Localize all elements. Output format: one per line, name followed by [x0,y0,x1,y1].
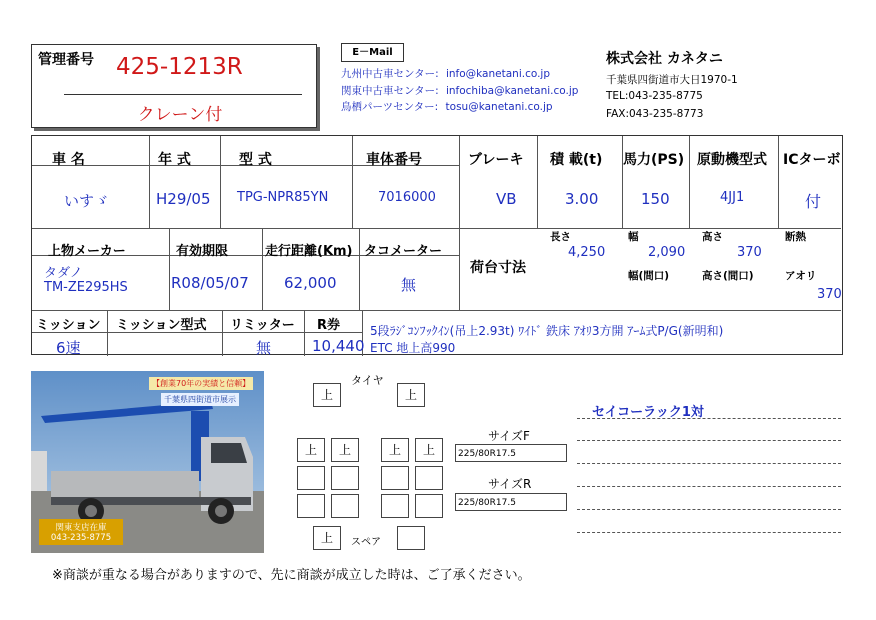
header-mission-model: ミッション型式 [116,318,207,333]
tire-empty [331,466,359,490]
value-load: 3.00 [565,190,599,208]
value-tacho: 無 [401,276,417,294]
center-name: 九州中古車センター: [341,68,439,80]
value-model: TPG-NPR85YN [237,190,329,205]
header-limiter: リミッター [230,318,295,333]
tire-rear-right-outer: 上 [415,438,443,462]
tire-front-right: 上 [397,383,425,407]
cargo-length-value: 4,250 [568,245,606,260]
center-email-link[interactable]: tosu@kanetani.co.jp [445,101,553,113]
email-header: E－Mail [341,43,404,62]
cargo-width-open-label: 幅(間口) [628,270,670,282]
tire-empty [331,494,359,518]
header-year: 年 式 [158,152,191,168]
tire-title: タイヤ [351,374,384,387]
spec-note-line: 5段ﾗｼﾞｺﾝﾌｯｸｲﾝ(吊上2.93t) ﾜｲﾄﾞ 鉄床 ｱｵﾘ3方開 ｱｰﾑ式P/G(新明和) [370,324,724,338]
value-engine: 4JJ1 [720,190,745,205]
footer-notice: ※商談が重なる場合がありますので、先に商談が成立した時は、ご了承ください。 [52,568,531,583]
photo-banner: 【創業70年の実績と信頼】 [149,377,253,390]
center-kanto [341,83,578,98]
photo-stock-phone: 043-235-8775 [50,533,112,543]
size-rear-label: サイズR [488,477,532,491]
size-front-value: 225/80R17.5 [455,444,567,462]
cargo-width-value: 2,090 [648,245,686,260]
tire-rear-right-inner: 上 [381,438,409,462]
company-name: 株式会社 カネタニ [606,51,723,67]
header-r-ticket: R券 [317,318,341,333]
size-rear-value: 225/80R17.5 [455,493,567,511]
tire-empty [297,494,325,518]
cargo-tailgate-value: 370 [817,287,842,302]
value-limiter: 無 [256,339,272,357]
spec-table [31,135,843,355]
tire-rear-left-outer: 上 [297,438,325,462]
tire-rear-left-inner: 上 [331,438,359,462]
management-number: 425-1213R [116,54,243,80]
management-divider [64,94,302,95]
tire-spare-empty [397,526,425,550]
center-name: 鳥栖パーツセンター: [341,101,439,113]
cargo-height-open-label: 高さ(間口) [702,270,754,282]
value-inspection: R08/05/07 [171,274,249,292]
header-body-maker: 上物メーカー [48,244,126,259]
header-load: 積 載(t) [550,152,603,168]
feature-label: クレーン付 [137,105,223,125]
cargo-width-label: 幅 [628,231,639,243]
center-tosu [341,99,553,114]
cargo-tailgate-label: アオリ [785,270,817,282]
value-brake: VB [496,190,517,208]
header-turbo: ICターボ [783,152,841,168]
tire-empty [415,466,443,490]
photo-stock-line: 関東支店在庫 [55,523,107,533]
remark-divider [577,418,841,419]
tire-empty [381,494,409,518]
value-power: 150 [641,190,670,208]
value-body-maker: タダノ [44,266,83,281]
company-fax: FAX:043-235-8773 [606,108,704,120]
cargo-insulation-label: 断熱 [785,231,806,243]
value-mission: 6速 [56,339,81,357]
header-tacho: タコメーター [364,244,443,259]
header-name: 車 名 [52,152,85,168]
row-divider [32,310,841,311]
center-name: 関東中古車センター: [341,85,439,97]
cargo-height-value: 370 [737,245,762,260]
remark-divider [577,440,841,441]
center-email-link[interactable]: info@kanetani.co.jp [445,68,550,80]
company-address: 千葉県四街道市大日1970-1 [606,74,738,86]
tire-empty [381,466,409,490]
value-body-model: TM-ZE295HS [44,280,128,295]
spec-note-line: ETC 地上高990 [370,341,456,355]
tire-empty [297,466,325,490]
header-brake: ブレーキ [468,152,524,168]
remark-line: セイコーラック1対 [592,405,704,420]
remark-divider [577,509,841,510]
tire-spare: 上 [313,526,341,550]
value-chassis: 7016000 [378,190,436,205]
value-name: いすゞ [64,192,110,210]
value-r-ticket: 10,440 [312,337,365,355]
spare-label: スペア [351,537,381,548]
header-mileage: 走行距離(Km) [265,244,353,259]
value-turbo: 付 [805,192,822,211]
cargo-height-label: 高さ [702,231,723,243]
remark-divider [577,532,841,533]
remark-divider [577,463,841,464]
header-power: 馬力(PS) [623,152,685,168]
management-box [31,44,317,128]
company-tel: TEL:043-235-8775 [606,90,703,102]
size-front-label: サイズF [488,429,530,443]
header-model: 型 式 [239,152,272,168]
header-chassis: 車体番号 [366,152,422,168]
photo-stock-tag [39,519,123,545]
truck-photo [31,371,264,553]
cargo-length-label: 長さ [550,231,571,243]
tire-empty [415,494,443,518]
header-engine: 原動機型式 [697,152,767,168]
tire-front-left: 上 [313,383,341,407]
value-year: H29/05 [156,190,211,208]
management-label: 管理番号 [38,52,94,68]
remark-divider [577,486,841,487]
photo-location: 千葉県四街道市展示 [161,393,239,406]
value-mileage: 62,000 [284,274,337,292]
header-inspection: 有効期限 [176,244,229,259]
header-mission: ミッション [36,318,101,333]
center-kyushu [341,66,550,81]
center-email-link[interactable]: infochiba@kanetani.co.jp [445,85,579,97]
header-cargo: 荷台寸法 [470,260,526,276]
